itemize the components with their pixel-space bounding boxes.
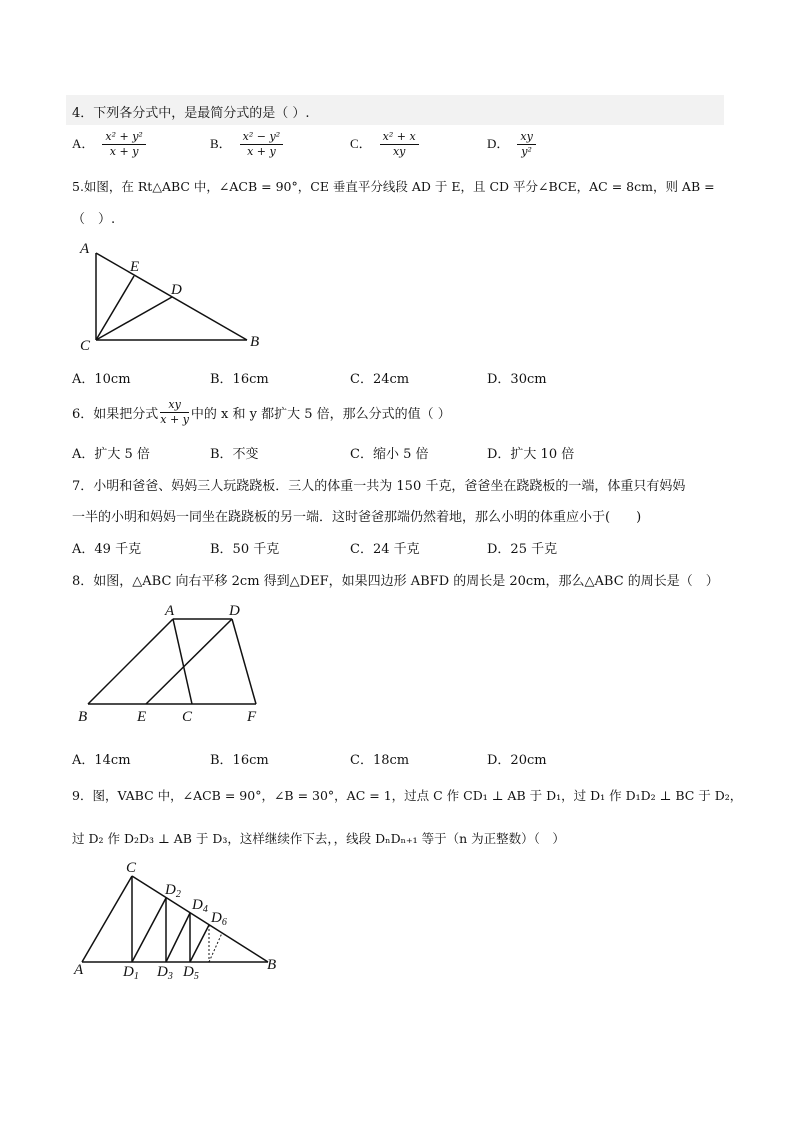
q5-label-d: D: [171, 282, 182, 298]
q5-label-e: E: [130, 259, 140, 275]
q9-stem-line-1: 9．图，VABC 中，∠ACB = 90°，∠B = 30°，AC = 1，过点 C 作 CD₁ ⊥ AB 于 D₁，过 D₁ 作 D₁D₂ ⊥ BC 于 D₂，: [72, 788, 743, 803]
q4-option-c-numerator: x² + x: [380, 130, 419, 145]
q4-option-b-fraction: [240, 130, 283, 159]
q4-option-d-numerator: xy: [517, 130, 535, 145]
q5-segment-cd: [96, 297, 172, 340]
q5-option-b[interactable]: B．16cm: [210, 372, 269, 387]
q4-option-c-fraction: [380, 130, 419, 159]
q4-option-d-fraction: [517, 130, 535, 159]
q8-option-a[interactable]: A．14cm: [72, 753, 131, 768]
q9-label-d2-letter: D: [165, 882, 176, 898]
q9-segment-d5d6: [190, 925, 209, 962]
q5-label-b: B: [250, 334, 260, 350]
q5-segment-ce: [96, 276, 134, 340]
q4-option-b-denominator: x + y: [247, 145, 276, 158]
q9-segment-d3d4: [166, 913, 190, 962]
q6-fraction-numerator: xy: [160, 398, 189, 413]
q6-fraction-denominator: x + y: [160, 413, 189, 426]
q5-option-a[interactable]: A．10cm: [72, 372, 131, 387]
q9-label-d5: [182, 964, 199, 982]
q5-label-c: C: [80, 338, 91, 354]
q8-option-b[interactable]: B．16cm: [210, 753, 269, 768]
q9-label-d5-subscript: 5: [193, 971, 199, 982]
q4-option-a-denominator: x + y: [109, 145, 139, 158]
q9-label-d3-subscript: 3: [167, 971, 173, 982]
q7-option-a[interactable]: A．49 千克: [72, 542, 142, 557]
q8-stem: 8．如图，△ABC 向右平移 2cm 得到△DEF，如果四边形 ABFD 的周长是 20cm，那么△ABC 的周长是（ ）: [72, 574, 719, 589]
q6-option-d[interactable]: D．扩大 10 倍: [487, 447, 575, 462]
q4-option-a-label: A．: [72, 136, 95, 151]
q7-option-b[interactable]: B．50 千克: [210, 542, 280, 557]
q8-label-b: B: [78, 709, 88, 725]
q7-option-c[interactable]: C．24 千克: [350, 542, 420, 557]
q9-label-d5-letter: D: [183, 964, 194, 980]
q5-label-a: A: [80, 241, 90, 257]
q8-segment-ab: [88, 619, 173, 704]
q9-label-d2: [164, 882, 181, 900]
q5-option-d[interactable]: D．30cm: [487, 372, 547, 387]
q6-option-c[interactable]: C．缩小 5 倍: [350, 447, 429, 462]
q4-option-d[interactable]: [487, 130, 536, 159]
q9-dotted-segment-2: [209, 933, 222, 962]
q4-option-a[interactable]: [72, 130, 146, 159]
q6-option-a[interactable]: A．扩大 5 倍: [72, 447, 150, 462]
q8-option-d[interactable]: D．20cm: [487, 753, 547, 768]
q5-stem-line-2: （ ）.: [72, 212, 116, 227]
q9-label-d6-letter: D: [211, 910, 222, 926]
q9-label-c: C: [126, 860, 137, 876]
q9-segment-ac: [82, 876, 132, 962]
q5-option-c[interactable]: C．24cm: [350, 372, 410, 387]
q9-label-d4-subscript: 4: [202, 904, 208, 915]
q9-label-d3-letter: D: [157, 964, 168, 980]
q9-label-d3: [156, 964, 173, 982]
q8-label-c: C: [182, 709, 193, 725]
q8-label-d: D: [229, 603, 240, 619]
q9-label-d1-subscript: 1: [133, 971, 139, 982]
q4-option-d-label: D．: [487, 136, 510, 151]
q4-option-a-fraction: [102, 130, 145, 159]
q5-triangle-figure: [70, 235, 270, 355]
q4-stem: 4．下列各分式中，是最简分式的是（ ）.: [72, 106, 310, 121]
q9-label-d4-letter: D: [192, 897, 203, 913]
q8-option-c[interactable]: C．18cm: [350, 753, 410, 768]
q7-stem-line-1: 7．小明和爸爸、妈妈三人玩跷跷板．三人的体重一共为 150 千克，爸爸坐在跷跷板的一端，体重只有妈妈: [72, 479, 686, 494]
q6-stem: [72, 398, 451, 427]
q8-label-e: E: [137, 709, 147, 725]
q4-option-c-denominator: xy: [392, 145, 406, 158]
q9-label-d4: [191, 897, 208, 915]
q6-stem-before: 6．如果把分式: [72, 407, 159, 422]
q9-label-d1: [122, 964, 139, 982]
q7-option-d[interactable]: D．25 千克: [487, 542, 558, 557]
q4-option-a-numerator: x² + y²: [102, 130, 145, 145]
q5-stem-line-1: 5.如图，在 Rt△ABC 中，∠ACB = 90°，CE 垂直平分线段 AD 于 E，且 CD 平分∠BCE，AC = 8cm，则 AB =: [72, 179, 715, 194]
q4-option-d-denominator: y²: [521, 145, 532, 158]
q8-label-a: A: [165, 603, 175, 619]
q7-stem-line-2: 一半的小明和妈妈一同坐在跷跷板的另一端．这时爸爸那端仍然着地，那么小明的体重应小于( ): [72, 510, 642, 525]
q9-perpendicular-figure: [70, 858, 290, 983]
q9-segment-cb: [132, 876, 268, 962]
q8-translation-figure: [70, 598, 270, 728]
q8-segment-df: [232, 619, 256, 704]
q4-option-b[interactable]: [210, 130, 283, 159]
q9-label-b: B: [267, 957, 277, 973]
q6-option-b[interactable]: B．不变: [210, 447, 259, 462]
q6-fraction: [160, 398, 189, 427]
q8-label-f: F: [247, 709, 257, 725]
q9-label-d6-subscript: 6: [221, 917, 227, 928]
q9-label-d2-subscript: 2: [175, 889, 181, 900]
q4-option-c[interactable]: [350, 130, 419, 159]
q9-label-d1-letter: D: [123, 964, 134, 980]
q9-segment-d1d2: [132, 898, 166, 962]
q9-label-a: A: [74, 962, 84, 978]
q4-option-b-numerator: x² − y²: [240, 130, 283, 145]
q4-option-b-label: B．: [210, 136, 232, 151]
q6-stem-after: 中的 x 和 y 都扩大 5 倍，那么分式的值（ ）: [190, 407, 451, 422]
q4-option-c-label: C．: [350, 136, 372, 151]
q9-label-d6: [210, 910, 227, 928]
q9-stem-line-2: 过 D₂ 作 D₂D₃ ⊥ AB 于 D₃，这样继续作下去，，线段 DₙDₙ₊₁ 等于（n 为正整数）（ ）: [72, 831, 565, 846]
